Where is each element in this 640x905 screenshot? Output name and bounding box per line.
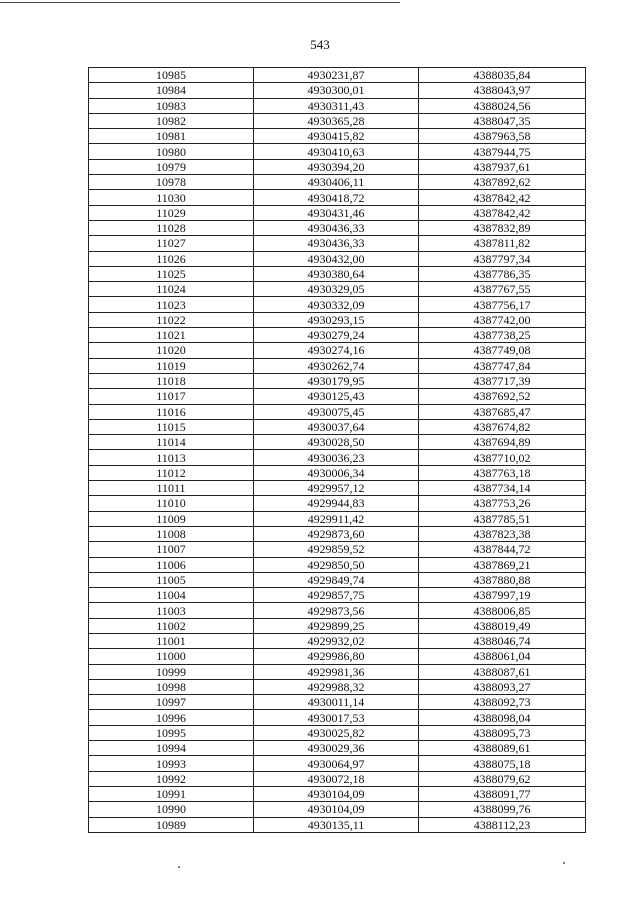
scan-dot-left xyxy=(178,866,180,868)
point-number-cell: 11019 xyxy=(89,358,254,373)
x-coordinate-cell: 4930300,01 xyxy=(254,83,419,98)
x-coordinate-cell: 4930279,24 xyxy=(254,328,419,343)
y-coordinate-cell: 4387685,47 xyxy=(419,404,586,419)
table-row xyxy=(89,649,586,664)
x-coordinate-cell: 4930029,36 xyxy=(254,741,419,756)
x-coordinate-cell: 4930410,63 xyxy=(254,144,419,159)
point-number-cell: 11001 xyxy=(89,633,254,648)
table-row xyxy=(89,190,586,205)
x-coordinate-cell: 4929857,75 xyxy=(254,588,419,603)
point-number-cell: 11009 xyxy=(89,511,254,526)
table-row xyxy=(89,450,586,465)
coordinates-table xyxy=(88,67,586,833)
point-number-cell: 10982 xyxy=(89,113,254,128)
point-number-cell: 11024 xyxy=(89,282,254,297)
point-number-cell: 11013 xyxy=(89,450,254,465)
table-row xyxy=(89,282,586,297)
point-number-cell: 11000 xyxy=(89,649,254,664)
x-coordinate-cell: 4930179,95 xyxy=(254,373,419,388)
x-coordinate-cell: 4930075,45 xyxy=(254,404,419,419)
table-row xyxy=(89,435,586,450)
y-coordinate-cell: 4388079,62 xyxy=(419,771,586,786)
y-coordinate-cell: 4387738,25 xyxy=(419,328,586,343)
point-number-cell: 11020 xyxy=(89,343,254,358)
table-row xyxy=(89,129,586,144)
table-row xyxy=(89,695,586,710)
y-coordinate-cell: 4387749,08 xyxy=(419,343,586,358)
y-coordinate-cell: 4388046,74 xyxy=(419,633,586,648)
table-row xyxy=(89,83,586,98)
x-coordinate-cell: 4929986,80 xyxy=(254,649,419,664)
y-coordinate-cell: 4388087,61 xyxy=(419,664,586,679)
table-row xyxy=(89,588,586,603)
y-coordinate-cell: 4387937,61 xyxy=(419,159,586,174)
y-coordinate-cell: 4387710,02 xyxy=(419,450,586,465)
point-number-cell: 10992 xyxy=(89,771,254,786)
point-number-cell: 11008 xyxy=(89,526,254,541)
y-coordinate-cell: 4388098,04 xyxy=(419,710,586,725)
y-coordinate-cell: 4387963,58 xyxy=(419,129,586,144)
table-row xyxy=(89,481,586,496)
table-row xyxy=(89,113,586,128)
point-number-cell: 11027 xyxy=(89,236,254,251)
y-coordinate-cell: 4388061,04 xyxy=(419,649,586,664)
page-number: 543 xyxy=(310,37,330,52)
point-number-cell: 11003 xyxy=(89,603,254,618)
table-row xyxy=(89,526,586,541)
table-row xyxy=(89,679,586,694)
point-number-cell: 10989 xyxy=(89,817,254,832)
point-number-cell: 10996 xyxy=(89,710,254,725)
table-row xyxy=(89,205,586,220)
y-coordinate-cell: 4388075,18 xyxy=(419,756,586,771)
point-number-cell: 11025 xyxy=(89,266,254,281)
y-coordinate-cell: 4387717,39 xyxy=(419,373,586,388)
y-coordinate-cell: 4387823,38 xyxy=(419,526,586,541)
table-row xyxy=(89,802,586,817)
point-number-cell: 11005 xyxy=(89,572,254,587)
point-number-cell: 11014 xyxy=(89,435,254,450)
table-row xyxy=(89,725,586,740)
point-number-cell: 11018 xyxy=(89,373,254,388)
x-coordinate-cell: 4930431,46 xyxy=(254,205,419,220)
point-number-cell: 10994 xyxy=(89,741,254,756)
table-row xyxy=(89,236,586,251)
y-coordinate-cell: 4388006,85 xyxy=(419,603,586,618)
y-coordinate-cell: 4387844,72 xyxy=(419,542,586,557)
y-coordinate-cell: 4387753,26 xyxy=(419,496,586,511)
x-coordinate-cell: 4930436,33 xyxy=(254,236,419,251)
y-coordinate-cell: 4387767,55 xyxy=(419,282,586,297)
x-coordinate-cell: 4929944,83 xyxy=(254,496,419,511)
table-row xyxy=(89,741,586,756)
table-row xyxy=(89,572,586,587)
table-row xyxy=(89,756,586,771)
point-number-cell: 11030 xyxy=(89,190,254,205)
table-row xyxy=(89,618,586,633)
x-coordinate-cell: 4930072,18 xyxy=(254,771,419,786)
x-coordinate-cell: 4930028,50 xyxy=(254,435,419,450)
x-coordinate-cell: 4930104,09 xyxy=(254,786,419,801)
y-coordinate-cell: 4388019,49 xyxy=(419,618,586,633)
x-coordinate-cell: 4930436,33 xyxy=(254,220,419,235)
point-number-cell: 10985 xyxy=(89,68,254,83)
table-row xyxy=(89,542,586,557)
x-coordinate-cell: 4930415,82 xyxy=(254,129,419,144)
x-coordinate-cell: 4930311,43 xyxy=(254,98,419,113)
y-coordinate-cell: 4387797,34 xyxy=(419,251,586,266)
y-coordinate-cell: 4387692,52 xyxy=(419,389,586,404)
table-row xyxy=(89,328,586,343)
point-number-cell: 11017 xyxy=(89,389,254,404)
y-coordinate-cell: 4388092,73 xyxy=(419,695,586,710)
x-coordinate-cell: 4930293,15 xyxy=(254,312,419,327)
point-number-cell: 10991 xyxy=(89,786,254,801)
y-coordinate-cell: 4387892,62 xyxy=(419,175,586,190)
table-row xyxy=(89,358,586,373)
table-row xyxy=(89,419,586,434)
x-coordinate-cell: 4930017,53 xyxy=(254,710,419,725)
x-coordinate-cell: 4930135,11 xyxy=(254,817,419,832)
table-row xyxy=(89,98,586,113)
point-number-cell: 10999 xyxy=(89,664,254,679)
table-row xyxy=(89,465,586,480)
table-row xyxy=(89,633,586,648)
point-number-cell: 11002 xyxy=(89,618,254,633)
point-number-cell: 11010 xyxy=(89,496,254,511)
point-number-cell: 10980 xyxy=(89,144,254,159)
x-coordinate-cell: 4930036,23 xyxy=(254,450,419,465)
point-number-cell: 10979 xyxy=(89,159,254,174)
table-row xyxy=(89,786,586,801)
x-coordinate-cell: 4930332,09 xyxy=(254,297,419,312)
table-row xyxy=(89,710,586,725)
point-number-cell: 10998 xyxy=(89,679,254,694)
x-coordinate-cell: 4930104,09 xyxy=(254,802,419,817)
y-coordinate-cell: 4387674,82 xyxy=(419,419,586,434)
x-coordinate-cell: 4930011,14 xyxy=(254,695,419,710)
y-coordinate-cell: 4388099,76 xyxy=(419,802,586,817)
table-row xyxy=(89,266,586,281)
x-coordinate-cell: 4929873,56 xyxy=(254,603,419,618)
point-number-cell: 10993 xyxy=(89,756,254,771)
table-row xyxy=(89,312,586,327)
x-coordinate-cell: 4930262,74 xyxy=(254,358,419,373)
x-coordinate-cell: 4930329,05 xyxy=(254,282,419,297)
point-number-cell: 11007 xyxy=(89,542,254,557)
y-coordinate-cell: 4387944,75 xyxy=(419,144,586,159)
table-row xyxy=(89,220,586,235)
table-row xyxy=(89,664,586,679)
table-row xyxy=(89,251,586,266)
y-coordinate-cell: 4388035,84 xyxy=(419,68,586,83)
table-row xyxy=(89,68,586,83)
y-coordinate-cell: 4388091,77 xyxy=(419,786,586,801)
point-number-cell: 10978 xyxy=(89,175,254,190)
y-coordinate-cell: 4387747,84 xyxy=(419,358,586,373)
x-coordinate-cell: 4929873,60 xyxy=(254,526,419,541)
table-row xyxy=(89,771,586,786)
table-row xyxy=(89,511,586,526)
x-coordinate-cell: 4929899,25 xyxy=(254,618,419,633)
table-row xyxy=(89,175,586,190)
point-number-cell: 10997 xyxy=(89,695,254,710)
x-coordinate-cell: 4930006,34 xyxy=(254,465,419,480)
y-coordinate-cell: 4388093,27 xyxy=(419,679,586,694)
x-coordinate-cell: 4930037,64 xyxy=(254,419,419,434)
x-coordinate-cell: 4929850,50 xyxy=(254,557,419,572)
y-coordinate-cell: 4388089,61 xyxy=(419,741,586,756)
y-coordinate-cell: 4387880,88 xyxy=(419,572,586,587)
x-coordinate-cell: 4929957,12 xyxy=(254,481,419,496)
point-number-cell: 11026 xyxy=(89,251,254,266)
table-row xyxy=(89,496,586,511)
point-number-cell: 11022 xyxy=(89,312,254,327)
y-coordinate-cell: 4387832,89 xyxy=(419,220,586,235)
table-row xyxy=(89,159,586,174)
y-coordinate-cell: 4387785,51 xyxy=(419,511,586,526)
y-coordinate-cell: 4388095,73 xyxy=(419,725,586,740)
x-coordinate-cell: 4929981,36 xyxy=(254,664,419,679)
scan-dot-right xyxy=(563,862,565,864)
x-coordinate-cell: 4930365,28 xyxy=(254,113,419,128)
x-coordinate-cell: 4929911,42 xyxy=(254,511,419,526)
x-coordinate-cell: 4930406,11 xyxy=(254,175,419,190)
point-number-cell: 11011 xyxy=(89,481,254,496)
y-coordinate-cell: 4387997,19 xyxy=(419,588,586,603)
y-coordinate-cell: 4387842,42 xyxy=(419,205,586,220)
table-row xyxy=(89,557,586,572)
x-coordinate-cell: 4930394,20 xyxy=(254,159,419,174)
y-coordinate-cell: 4387756,17 xyxy=(419,297,586,312)
x-coordinate-cell: 4930432,00 xyxy=(254,251,419,266)
table-row xyxy=(89,404,586,419)
point-number-cell: 11004 xyxy=(89,588,254,603)
x-coordinate-cell: 4929849,74 xyxy=(254,572,419,587)
x-coordinate-cell: 4930274,16 xyxy=(254,343,419,358)
top-rule xyxy=(0,2,400,3)
y-coordinate-cell: 4387869,21 xyxy=(419,557,586,572)
point-number-cell: 10990 xyxy=(89,802,254,817)
point-number-cell: 11028 xyxy=(89,220,254,235)
y-coordinate-cell: 4388112,23 xyxy=(419,817,586,832)
point-number-cell: 11029 xyxy=(89,205,254,220)
x-coordinate-cell: 4929932,02 xyxy=(254,633,419,648)
point-number-cell: 10984 xyxy=(89,83,254,98)
x-coordinate-cell: 4930064,97 xyxy=(254,756,419,771)
y-coordinate-cell: 4387694,89 xyxy=(419,435,586,450)
x-coordinate-cell: 4930231,87 xyxy=(254,68,419,83)
y-coordinate-cell: 4388024,56 xyxy=(419,98,586,113)
y-coordinate-cell: 4387842,42 xyxy=(419,190,586,205)
y-coordinate-cell: 4388047,35 xyxy=(419,113,586,128)
y-coordinate-cell: 4387811,82 xyxy=(419,236,586,251)
x-coordinate-cell: 4929859,52 xyxy=(254,542,419,557)
table-row xyxy=(89,343,586,358)
x-coordinate-cell: 4930025,82 xyxy=(254,725,419,740)
table-row xyxy=(89,603,586,618)
point-number-cell: 10983 xyxy=(89,98,254,113)
y-coordinate-cell: 4388043,97 xyxy=(419,83,586,98)
table-row xyxy=(89,144,586,159)
point-number-cell: 11015 xyxy=(89,419,254,434)
point-number-cell: 11012 xyxy=(89,465,254,480)
coordinates-table-body xyxy=(89,68,586,833)
table-row xyxy=(89,373,586,388)
table-row xyxy=(89,297,586,312)
x-coordinate-cell: 4930125,43 xyxy=(254,389,419,404)
point-number-cell: 11021 xyxy=(89,328,254,343)
point-number-cell: 10981 xyxy=(89,129,254,144)
x-coordinate-cell: 4930418,72 xyxy=(254,190,419,205)
table-row xyxy=(89,817,586,832)
point-number-cell: 11006 xyxy=(89,557,254,572)
table-row xyxy=(89,389,586,404)
point-number-cell: 11016 xyxy=(89,404,254,419)
y-coordinate-cell: 4387763,18 xyxy=(419,465,586,480)
y-coordinate-cell: 4387786,35 xyxy=(419,266,586,281)
point-number-cell: 11023 xyxy=(89,297,254,312)
point-number-cell: 10995 xyxy=(89,725,254,740)
x-coordinate-cell: 4929988,32 xyxy=(254,679,419,694)
y-coordinate-cell: 4387734,14 xyxy=(419,481,586,496)
y-coordinate-cell: 4387742,00 xyxy=(419,312,586,327)
x-coordinate-cell: 4930380,64 xyxy=(254,266,419,281)
